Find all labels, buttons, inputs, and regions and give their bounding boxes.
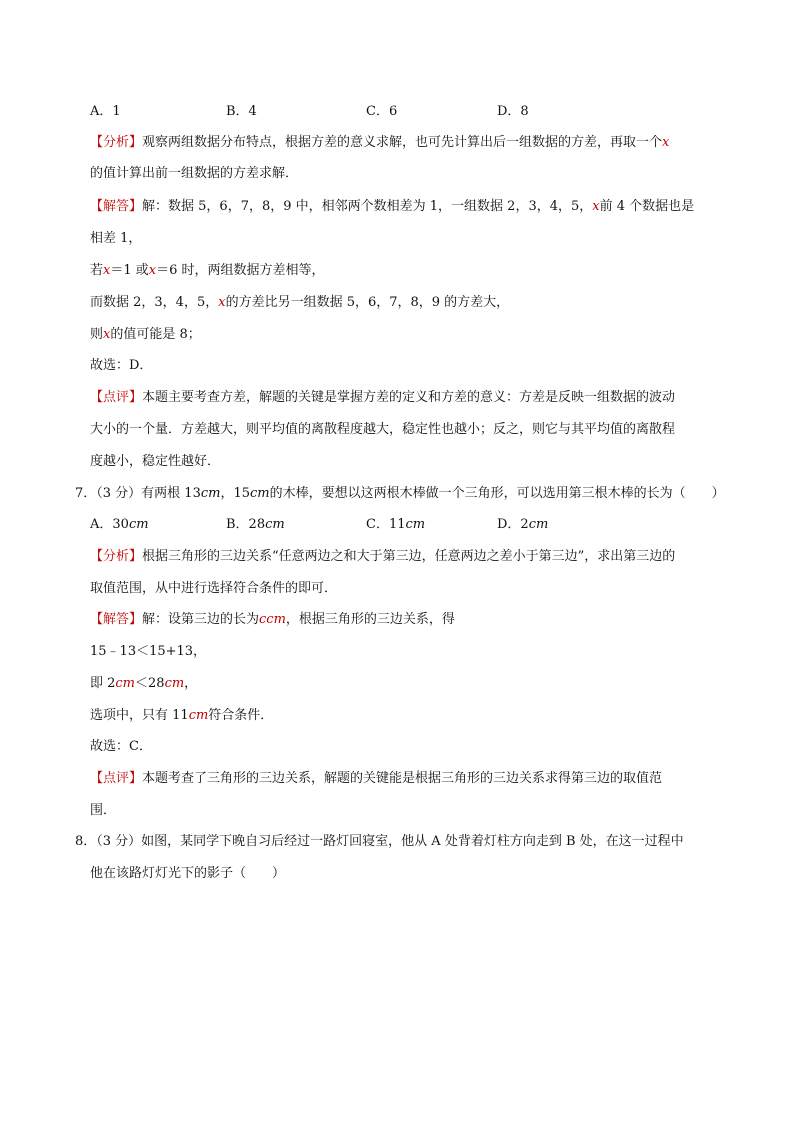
comment-line: 度越小，稳定性越好． (90, 454, 221, 469)
answer-text: ， (184, 676, 198, 691)
answer-text: 若 (90, 263, 104, 278)
var-x: x (148, 263, 157, 278)
comment-tag: 【点评】 (90, 771, 143, 786)
question-8-stem: 8．（3 分）如图，某同学下晚自习后经过一路灯回寝室，他从 A 处背着灯柱方向走到 B 处，在这一过程中 (75, 834, 684, 849)
unit-cm: cm (265, 517, 285, 532)
option-a (90, 516, 149, 534)
var-x: x (103, 327, 111, 342)
unit-cm: cm (200, 486, 221, 501)
answer-line: 故选：D． (90, 358, 153, 373)
answer-line (90, 198, 694, 216)
comment-text: 本题主要考查方差，解题的关键是掌握方差的定义和方差的意义：方差是反映一组数据的波动 (142, 390, 676, 405)
unit-cm: cm (528, 517, 549, 532)
option-b: B．4 (226, 104, 257, 119)
comment-line: 围． (90, 803, 117, 818)
stem-text: 7．（3 分）有两根 13 (75, 486, 201, 501)
analysis-text: 观察两组数据分布特点，根据方差的意义求解，也可先计算出后一组数据的方差，再取一个 (142, 135, 663, 150)
analysis-line: 的值计算出前一组数据的方差求解． (90, 166, 299, 181)
answer-text: 的方差比另一组数据 5，6，7，8，9 的方差大， (225, 295, 510, 310)
comment-tag: 【点评】 (90, 390, 143, 405)
comment-line (90, 389, 675, 407)
var-x: x (218, 295, 226, 310)
answer-line (90, 294, 509, 312)
var-x: x (662, 135, 670, 150)
option-text: D．2 (497, 517, 529, 532)
analysis-tag: 【分析】 (90, 135, 143, 150)
answer-text: 的值可能是 8； (110, 327, 201, 342)
analysis-line (90, 134, 669, 152)
answer-line (90, 326, 201, 344)
option-b (226, 516, 285, 534)
answer-line (90, 611, 455, 629)
answer-text: 符合条件． (208, 708, 274, 723)
var-c: ccm (259, 612, 286, 627)
answer-text: ＜28 (135, 676, 165, 691)
option-text: A．30 (90, 517, 129, 532)
unit-cm: cm (405, 517, 426, 532)
option-d: D．8 (497, 104, 529, 119)
comment-line: 大小的一个量．方差越大，则平均值的离散程度越大，稳定性也越小；反之，则它与其平均值的离散程 (90, 422, 676, 437)
answer-text: 而数据 2，3，4，5， (90, 295, 219, 310)
analysis-tag: 【分析】 (90, 549, 143, 564)
unit-cm: cm (164, 676, 185, 691)
analysis-text: 根据三角形的三边关系“任意两边之和大于第三边，任意两边之差小于第三边”，求出第三边的 (142, 549, 676, 564)
unit-cm: cm (250, 486, 270, 501)
answer-line: 相差 1， (90, 231, 142, 246)
question-8-stem: 他在该路灯灯光下的影子（ ） (90, 866, 286, 881)
answer-line (90, 707, 273, 725)
answer-text: ，根据三角形的三边关系，得 (285, 612, 455, 627)
answer-line (90, 262, 325, 280)
option-d (497, 516, 548, 534)
stem-text: 的木棒，要想以这两根木棒做一个三角形，可以选用第三根木棒的长为（ ） (269, 486, 725, 501)
stem-text: ，15 (220, 486, 251, 501)
unit-cm: cm (128, 517, 149, 532)
answer-line: 15﹣13＜15+13， (90, 644, 207, 659)
option-text: C．11 (366, 517, 406, 532)
answer-text: 前 4 个数据也是 (599, 199, 695, 214)
comment-line (90, 770, 662, 788)
answer-text: 解：数据 5，6，7，8，9 中，相邻两个数相差为 1，一组数据 2，3，4，5， (142, 199, 593, 214)
var-x: x (592, 199, 600, 214)
comment-text: 本题考查了三角形的三边关系，解题的关键能是根据三角形的三边关系求得第三边的取值范 (142, 771, 663, 786)
answer-text: ＝1 或 (110, 263, 149, 278)
answer-text: 解：设第三边的长为 (142, 612, 260, 627)
question-7-stem (75, 485, 725, 503)
answer-text: 则 (90, 327, 104, 342)
option-a: A．1 (90, 104, 121, 119)
answer-text: 即 2 (90, 676, 116, 691)
unit-cm: cm (115, 676, 136, 691)
option-c: C．6 (366, 104, 398, 119)
answer-line: 故选：C． (90, 739, 152, 754)
answer-tag: 【解答】 (90, 612, 143, 627)
option-c (366, 516, 425, 534)
answer-text: 选项中，只有 11 (90, 708, 189, 723)
unit-cm: cm (188, 708, 209, 723)
option-text: B．28 (226, 517, 266, 532)
answer-line (90, 675, 197, 693)
analysis-line: 取值范围，从中进行选择符合条件的即可． (90, 581, 338, 596)
answer-text: ＝6 时，两组数据方差相等， (156, 263, 325, 278)
var-x: x (103, 263, 111, 278)
answer-tag: 【解答】 (90, 199, 143, 214)
analysis-line (90, 548, 675, 566)
